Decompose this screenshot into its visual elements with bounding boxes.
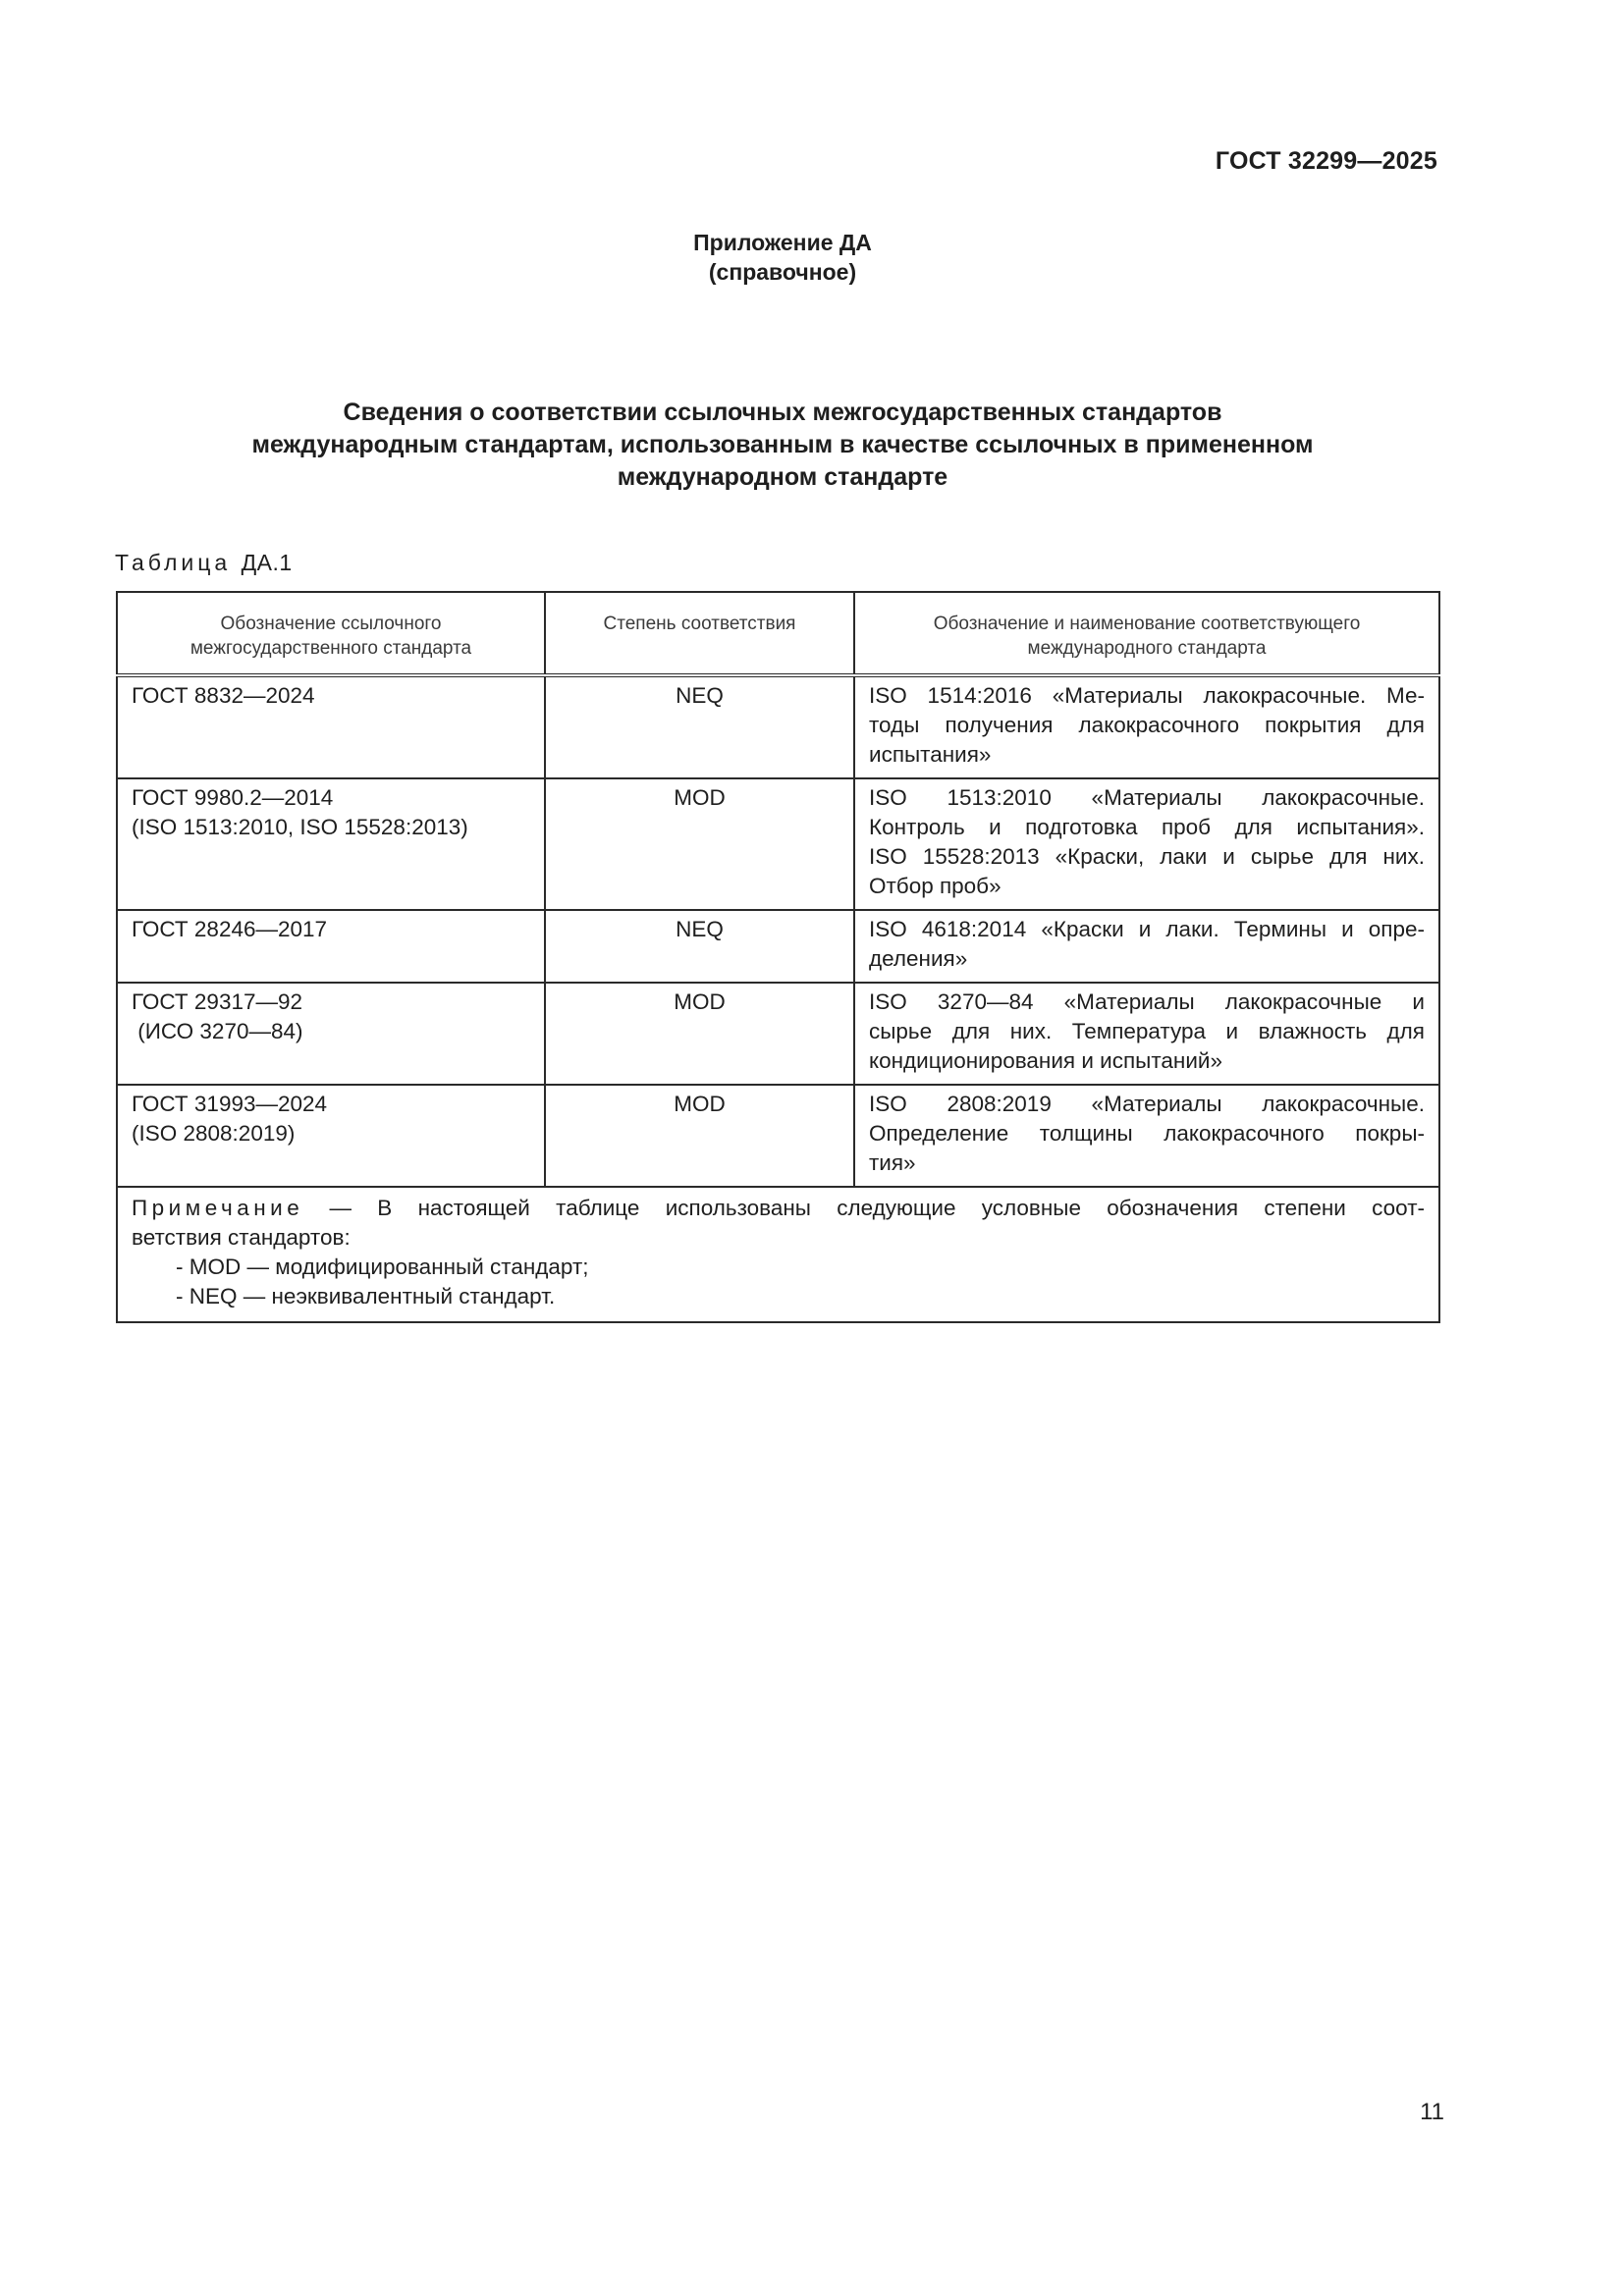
correspondence-table [116, 591, 1440, 1323]
cell-text: MOD [674, 1092, 726, 1116]
cell-degree [545, 778, 854, 910]
cell-international-standard [854, 910, 1439, 983]
cell-degree [545, 1085, 854, 1187]
note-first-line [132, 1194, 1425, 1223]
note-text: — В настоящей таблице использованы следующие условные обозначения степени соот- [303, 1196, 1425, 1220]
cell-degree [545, 983, 854, 1085]
header-text: межгосударственного стандарта [189, 638, 472, 659]
cell-interstate-standard [117, 910, 545, 983]
header-text: Степень соответствия [603, 614, 796, 634]
cell-international-standard [854, 675, 1439, 778]
cell-interstate-standard [117, 778, 545, 910]
header-degree [545, 592, 854, 675]
cell-text: ISO 3270—84 «Материалы лакокрасочные и [869, 989, 1425, 1014]
cell-international-standard [854, 983, 1439, 1085]
page-number: 11 [1420, 2099, 1444, 2125]
cell-text: MOD [674, 785, 726, 810]
header-text: Обозначение ссылочного [220, 614, 442, 634]
cell-text: ГОСТ 8832—2024 [132, 683, 315, 708]
table-row [117, 675, 1439, 778]
appendix-title: Приложение ДА [693, 230, 872, 255]
table-note [117, 1187, 1439, 1322]
header-interstate-standard [117, 592, 545, 675]
note-label: Примечание [132, 1196, 304, 1220]
table-header-row [117, 592, 1439, 675]
cell-text: ГОСТ 31993—2024 [132, 1092, 328, 1116]
section-title-line: международным стандартам, использованным в качестве ссылочных в примененном [251, 431, 1314, 458]
cell-interstate-standard [117, 675, 545, 778]
cell-text: MOD [674, 989, 726, 1014]
table-row [117, 983, 1439, 1085]
table-note-row [117, 1187, 1439, 1322]
section-title-line: международном стандарте [617, 463, 948, 491]
cell-text: деления» [869, 946, 968, 971]
cell-text: ГОСТ 28246—2017 [132, 917, 328, 941]
note-list-item: - NEQ — неэквивалентный стандарт. [176, 1284, 556, 1308]
cell-text: (ISO 1513:2010, ISO 15528:2013) [132, 815, 468, 839]
document-code: ГОСТ 32299—2025 [1215, 147, 1437, 175]
table-row [117, 910, 1439, 983]
cell-text: кондиционирования и испытаний» [869, 1048, 1222, 1073]
section-title [147, 397, 1418, 494]
cell-interstate-standard [117, 983, 545, 1085]
cell-text: ISO 2808:2019 «Материалы лакокрасочные. [869, 1092, 1425, 1116]
cell-text: сырье для них. Температура и влажность для [869, 1019, 1425, 1043]
cell-text: ISO 4618:2014 «Краски и лаки. Термины и опре- [869, 917, 1425, 941]
cell-international-standard [854, 778, 1439, 910]
cell-text: Отбор проб» [869, 874, 1001, 898]
table-caption-number: ДА.1 [241, 550, 293, 575]
cell-degree [545, 910, 854, 983]
note-text: ветствия стандартов: [132, 1225, 351, 1250]
cell-text: тоды получения лакокрасочного покрытия для [869, 713, 1425, 737]
note-list-item: - MOD — модифицированный стандарт; [176, 1255, 589, 1279]
cell-text: ISO 15528:2013 «Краски, лаки и сырье для них. [869, 844, 1425, 869]
cell-text: (ISO 2808:2019) [132, 1121, 296, 1146]
cell-text: ISO 1513:2010 «Материалы лакокрасочные. [869, 785, 1425, 810]
cell-interstate-standard [117, 1085, 545, 1187]
appendix-subtitle: (справочное) [708, 259, 857, 285]
table-row [117, 778, 1439, 910]
header-international-standard [854, 592, 1439, 675]
table-row [117, 1085, 1439, 1187]
header-text: международного стандарта [1027, 638, 1267, 659]
cell-text: испытания» [869, 742, 992, 767]
section-title-line: Сведения о соответствии ссылочных межгосударственных стандартов [343, 399, 1222, 426]
cell-text: NEQ [676, 917, 724, 941]
cell-text: Контроль и подготовка проб для испытания». [869, 815, 1425, 839]
appendix-heading [0, 228, 1565, 287]
table-caption-label: Таблица [115, 550, 232, 575]
cell-text: (ИСО 3270—84) [132, 1019, 303, 1043]
cell-text: ISO 1514:2016 «Материалы лакокрасочные. Ме- [869, 683, 1425, 708]
cell-text: Определение толщины лакокрасочного покры- [869, 1121, 1425, 1146]
table-caption [115, 550, 293, 576]
cell-degree [545, 675, 854, 778]
cell-text: NEQ [676, 683, 724, 708]
header-text: Обозначение и наименование соответствующего [933, 614, 1361, 634]
cell-text: ГОСТ 29317—92 [132, 989, 303, 1014]
cell-text: ГОСТ 9980.2—2014 [132, 785, 334, 810]
cell-international-standard [854, 1085, 1439, 1187]
cell-text: тия» [869, 1150, 916, 1175]
